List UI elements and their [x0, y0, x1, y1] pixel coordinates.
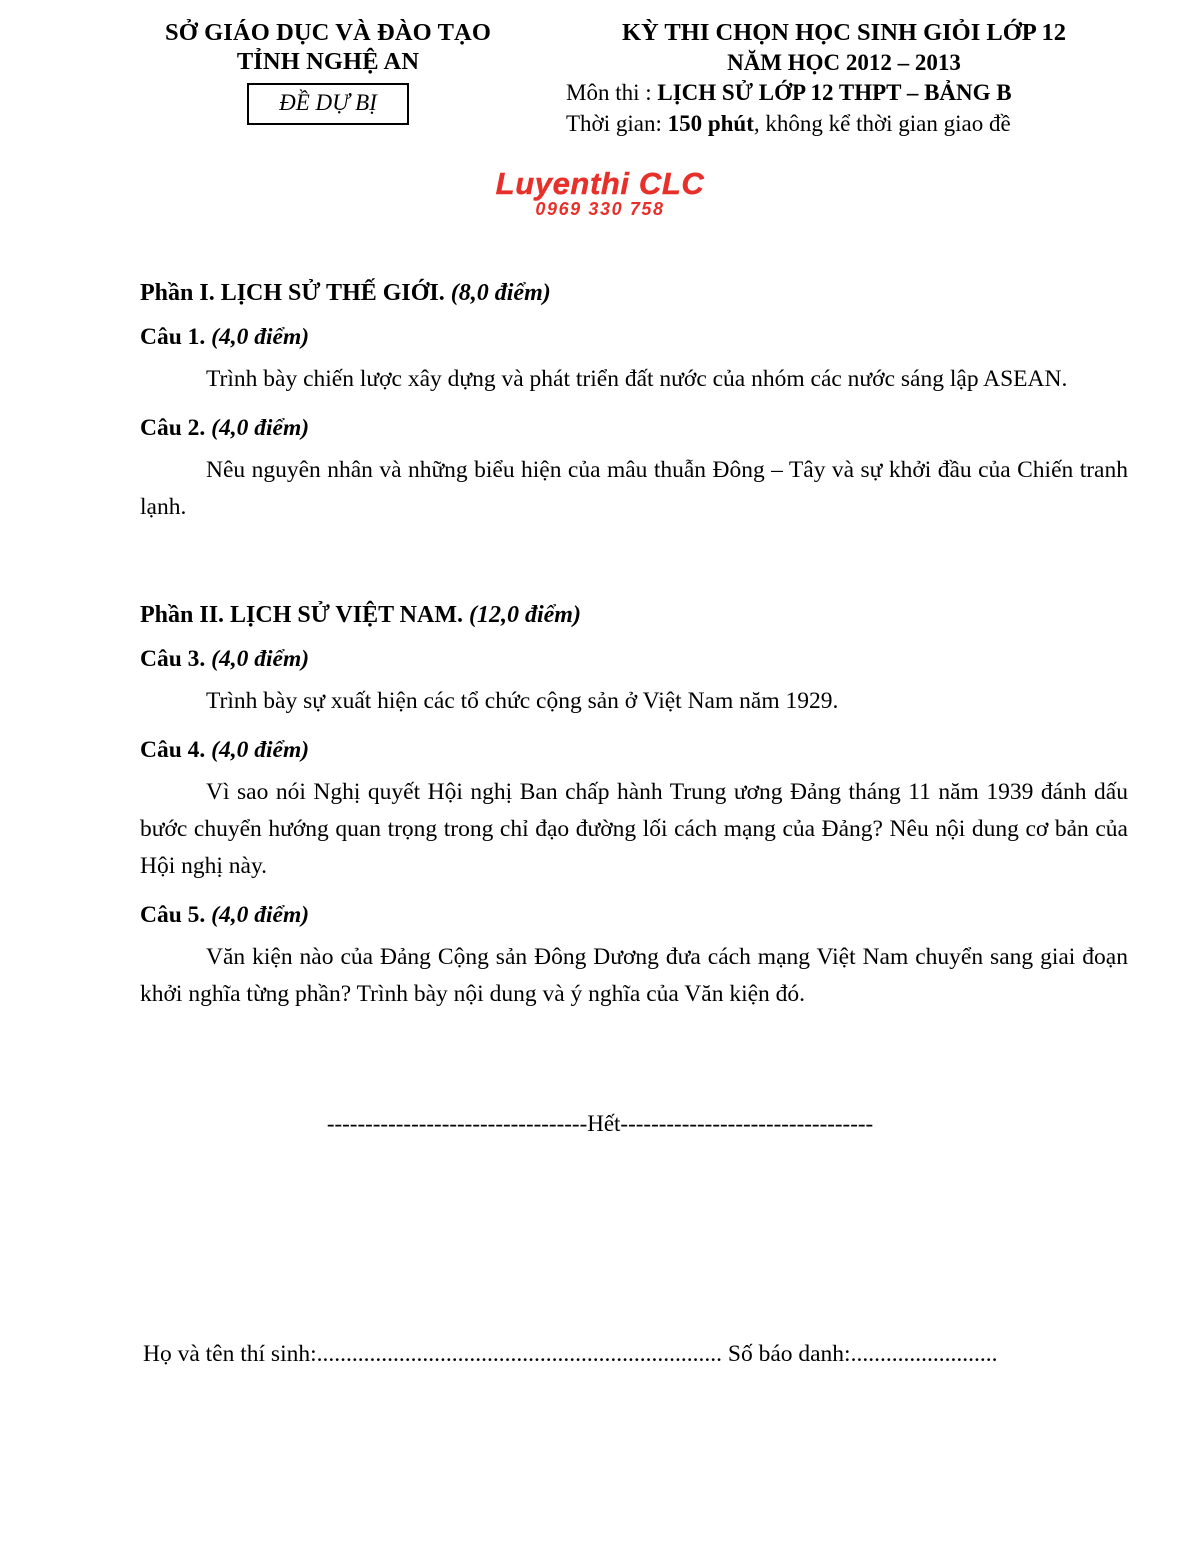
candidate-name-field: Họ và tên thí sinh:..................................................................... [143, 1341, 728, 1367]
question-body-4: Vì sao nói Nghị quyết Hội nghị Ban chấp hành Trung ương Đảng tháng 11 năm 1939 đánh dấu bước chuyển hướng quan trọng trong chỉ đạo đường lối cách mạng của Đảng? Nêu nội dung cơ bản của Hội nghị này. [140, 779, 1128, 879]
time-note: , không kể thời gian giao đề [753, 111, 1011, 136]
part-heading-1 [140, 278, 1128, 308]
subject-value: LỊCH SỬ LỚP 12 THPT – BẢNG B [657, 80, 1012, 105]
candidate-number-field: Số báo danh:......................... [727, 1341, 998, 1367]
part-points-2: (12,0 điểm) [468, 602, 581, 628]
subject-line [544, 77, 1144, 108]
question-label-2: Câu 2. [140, 415, 206, 441]
question-body-1: Trình bày chiến lược xây dựng và phát triển đất nước của nhóm các nước sáng lập ASEAN. [206, 366, 1068, 392]
school-year: NĂM HỌC 2012 – 2013 [727, 50, 961, 75]
question-points-5: (4,0 điểm) [211, 902, 310, 928]
question-points-3: (4,0 điểm) [211, 646, 310, 672]
question-heading-4 [140, 735, 1128, 765]
part-points-1: (8,0 điểm) [450, 280, 551, 306]
time-value: 150 phút [667, 111, 754, 136]
exam-info-block [544, 18, 1144, 139]
watermark-logo [0, 168, 1200, 219]
exam-content [140, 278, 1128, 1028]
issuing-authority-block [118, 18, 538, 125]
question-points-4: (4,0 điểm) [211, 737, 310, 763]
exam-type-box: ĐỀ DỰ BỊ [247, 83, 409, 125]
page-header [0, 18, 1200, 139]
section-spacer [140, 544, 1128, 600]
question-body-2: Nêu nguyên nhân và những biểu hiện của mâu thuẫn Đông – Tây và sự khởi đầu của Chiến tranh lạnh. [140, 457, 1128, 520]
time-line [544, 108, 1144, 139]
time-label: Thời gian: [566, 111, 668, 136]
question-body-3: Trình bày sự xuất hiện các tổ chức cộng sản ở Việt Nam năm 1929. [206, 688, 839, 714]
part-heading-2 [140, 600, 1128, 630]
subject-label: Môn thi : [566, 80, 658, 105]
question-label-3: Câu 3. [140, 646, 206, 672]
question-points-1: (4,0 điểm) [211, 324, 310, 350]
exam-title: KỲ THI CHỌN HỌC SINH GIỎI LỚP 12 [621, 19, 1067, 46]
question-body-5: Văn kiện nào của Đảng Cộng sản Đông Dương đưa cách mạng Việt Nam chuyển sang giai đoạn khởi nghĩa từng phần? Trình bày nội dung và ý nghĩa của Văn kiện đó. [140, 944, 1128, 1007]
question-heading-3 [140, 644, 1128, 674]
logo-phone-number: 0969 330 758 [535, 199, 665, 219]
candidate-info-footer [143, 1338, 1133, 1370]
part-title-2: Phần II. LỊCH SỬ VIỆT NAM. [140, 602, 463, 628]
question-label-5: Câu 5. [140, 902, 206, 928]
logo-brand-name: Luyenthi CLC [495, 166, 705, 201]
question-points-2: (4,0 điểm) [211, 415, 310, 441]
question-heading-1 [140, 322, 1128, 352]
end-of-exam-mark: ----------------------------------Hết--------------------------------- [326, 1111, 874, 1136]
question-heading-2 [140, 413, 1128, 443]
question-label-4: Câu 4. [140, 737, 206, 763]
question-label-1: Câu 1. [140, 324, 206, 350]
part-title-1: Phần I. LỊCH SỬ THẾ GIỚI. [140, 280, 445, 306]
department-line-1: SỞ GIÁO DỤC VÀ ĐÀO TẠO [165, 19, 491, 46]
question-heading-5 [140, 900, 1128, 930]
department-line-2: TỈNH NGHỆ AN [236, 48, 420, 75]
